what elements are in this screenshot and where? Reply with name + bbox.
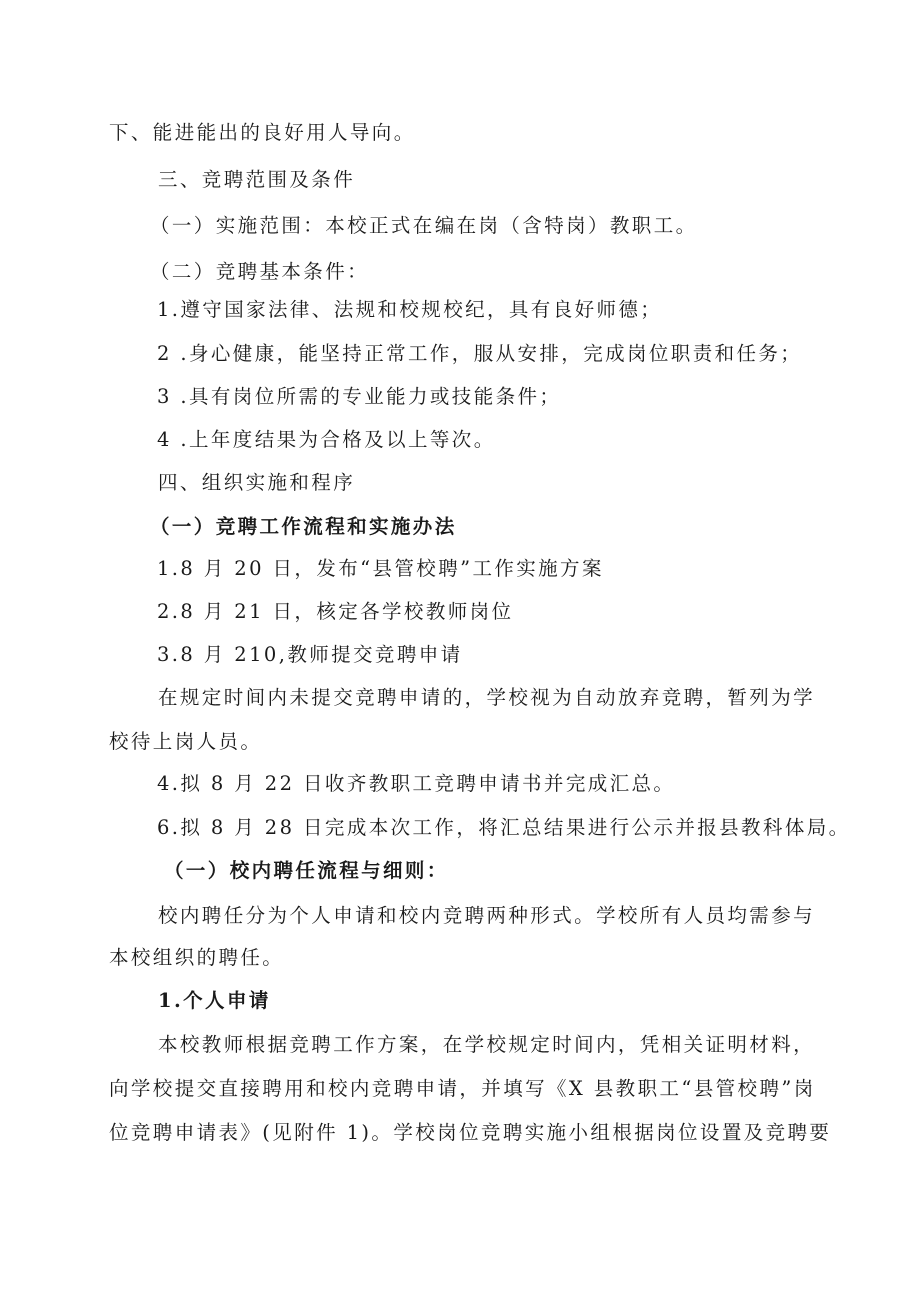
procedure-step-6: 6.拟 8 月 28 日完成本次工作，将汇总结果进行公示并报县教科体局。 (157, 816, 851, 839)
paragraph-note-line-2: 校待上岗人员。 (109, 730, 263, 753)
text-line-continuation: 下、能进能出的良好用人导向。 (109, 121, 416, 144)
procedure-step-4: 4.拟 8 月 22 日收齐教职工竞聘申请书并完成汇总。 (157, 772, 676, 795)
paragraph-application-line-2: 向学校提交直接聘用和校内竞聘申请，并填写《X 县教职工“县管校聘”岗 (109, 1077, 816, 1100)
procedure-step-2: 2.8 月 21 日，核定各学校教师岗位 (157, 600, 514, 623)
subsection-heading-procedure: （一）竞聘工作流程和实施办法 (150, 515, 457, 538)
paragraph-application-line-3: 位竞聘申请表》(见附件 1)。学校岗位竞聘实施小组根据岗位设置及竞聘要 (109, 1121, 832, 1144)
procedure-step-1: 1.8 月 20 日，发布“县管校聘”工作实施方案 (157, 557, 604, 580)
list-item-2: 2 .身心健康，能坚持正常工作，服从安排，完成岗位职责和任务； (157, 342, 803, 365)
list-item-3: 3 .具有岗位所需的专业能力或技能条件； (157, 385, 562, 408)
section-heading-4: 四、组织实施和程序 (158, 471, 356, 494)
text-line-scope: （一）实施范围：本校正式在编在岗（含特岗）教职工。 (150, 214, 698, 237)
subsection-heading-internal: （一）校内聘任流程与细则： (164, 859, 449, 882)
list-item-1: 1.遵守国家法律、法规和校规校纪，具有良好师德； (157, 298, 663, 321)
subsection-heading-conditions: （二）竞聘基本条件： (150, 260, 370, 283)
paragraph-note-line-1: 在规定时间内未提交竞聘申请的，学校视为自动放弃竞聘，暂列为学 (158, 686, 816, 709)
paragraph-internal-line-1: 校内聘任分为个人申请和校内竞聘两种形式。学校所有人员均需参与 (158, 904, 816, 927)
item-heading-personal-application: 1.个人申请 (158, 989, 271, 1012)
paragraph-application-line-1: 本校教师根据竞聘工作方案，在学校规定时间内，凭相关证明材料， (158, 1033, 816, 1056)
procedure-step-3: 3.8 月 210,教师提交竞聘申请 (157, 643, 463, 666)
paragraph-internal-line-2: 本校组织的聘任。 (109, 946, 285, 969)
list-item-4: 4 .上年度结果为合格及以上等次。 (157, 428, 496, 451)
section-heading-3: 三、竞聘范围及条件 (158, 168, 356, 191)
